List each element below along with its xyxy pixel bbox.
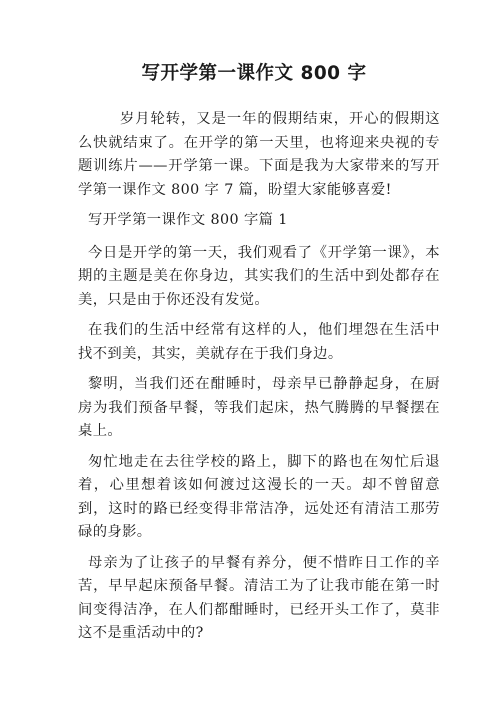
body-paragraph: 黎明，当我们还在酣睡时，母亲早已静静起身，在厨房为我们预备早餐，等我们起床，热气腾腾的早餐摆在桌上。 [78,376,440,439]
body-paragraph: 匆忙地走在去往学校的路上，脚下的路也在匆忙后退着，心里想着该如何渡过这漫长的一天。却不曾留意到，这时的路已经变得非常洁净，远处还有清洁工那劳碌的身影。 [78,453,440,540]
section-heading: 写开学第一课作文 800 字篇 1 [88,212,288,228]
body-paragraph: 在我们的生活中经常有这样的人，他们埋怨在生活中找不到美，其实，美就存在于我们身边。 [78,322,440,362]
intro-paragraph: 岁月轮转，又是一年的假期结束，开心的假期这么快就结束了。在开学的第一天里，也将迎来央视的专题训练片——开学第一课。下面是我为大家带来的写开学第一课作文 800 字 7 篇，盼望大家能够喜爱! [78,111,440,198]
body-paragraph: 今日是开学的第一天，我们观看了《开学第一课》，本期的主题是美在你身边，其实我们的生活中到处都存在美，只是由于你还没有发觉。 [78,244,440,308]
document-title: 写开学第一课作文 800 字 [141,63,367,84]
body-paragraph: 母亲为了让孩子的早餐有养分，便不惜昨日工作的辛苦，早早起床预备早餐。清洁工为了让我市能在第一时间变得洁净，在人们都酣睡时，已经开头工作了，莫非这不是重活动中的? [78,554,440,641]
